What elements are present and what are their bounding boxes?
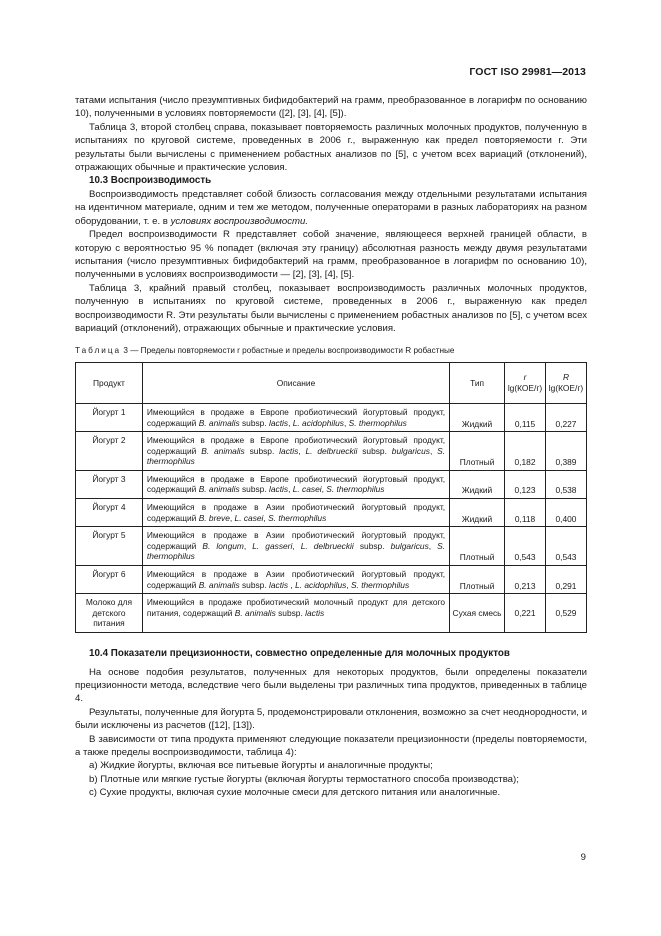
reproducibility-paragraph-1	[75, 188, 587, 228]
header-R-unit: lg(КОЕ/г)	[548, 382, 584, 393]
table-header-row	[76, 362, 587, 403]
cell-product: Молоко для детского питания	[76, 594, 143, 633]
reproducibility-paragraph-3: Таблица 3, крайний правый столбец, показывает воспроизводимость различных молочных продуктов, полученную в испытаниях по круговой системе, проведенных в 2006 г., выраженную как предел воспроизводимости R. Эти результаты были вычислены с применением робастных анализов по [5], с учетом всех вариаций (отклонений), отражающих обычные и практические условия.	[75, 282, 587, 335]
table-row	[76, 403, 587, 431]
cell-product: Йогурт 1	[76, 403, 143, 431]
list-item: а) Жидкие йогурты, включая все питьевые йогурты и аналогичные продукты;	[89, 760, 433, 772]
cell-product: Йогурт 3	[76, 470, 143, 498]
page-content	[75, 94, 587, 800]
table-row	[76, 499, 587, 527]
page-number: 9	[580, 852, 586, 863]
header-r-symbol: r	[523, 372, 527, 383]
cell-description: Имеющийся в продаже в Азии пробиотический йогуртовый продукт, содержащий B. breve, L. casei, S. thermophilus	[142, 499, 449, 527]
table-caption	[75, 344, 587, 357]
cell-r: 0,115	[505, 403, 546, 431]
cell-R: 0,227	[545, 403, 586, 431]
table-row	[76, 470, 587, 498]
cell-description: Имеющийся в продаже в Азии пробиотический йогуртовый продукт, содержащий B. longum, L. gasseri, L. delbrueckii subsp. bulgaricus, S. thermophilus	[142, 527, 449, 566]
list-item: c) Сухие продукты, включая сухие молочные смеси для детского питания или аналогичные.	[89, 787, 501, 799]
table-row	[76, 566, 587, 594]
cell-product: Йогурт 5	[76, 527, 143, 566]
reproducibility-emphasis: условиях воспроизводимости.	[170, 215, 308, 227]
reproducibility-paragraph-2: Предел воспроизводимости R представляет собой значение, являющееся верхней границей области, в которую с вероятностью 95 % попадет (включая эту границу) абсолютная разность между двумя результатами испытания (число презумптивных бифидобактерий на грамм, преобразованное в логарифм по основанию 10), полученными в условиях воспроизводимости — [2], [3], [4], [5].	[75, 229, 587, 281]
cell-r: 0,123	[505, 470, 546, 498]
cell-description: Имеющийся в продаже пробиотический молочный продукт для детского питания, содержащий B. animalis subsp. lactis	[142, 594, 449, 633]
table-row	[76, 432, 587, 471]
cell-product: Йогурт 4	[76, 499, 143, 527]
cell-type: Сухая смесь	[450, 594, 505, 633]
cell-product: Йогурт 2	[76, 432, 143, 471]
cell-R: 0,529	[545, 594, 586, 633]
reproducibility-text: Воспроизводимость представляет собой близость согласования между отдельными результатами испытания на идентичном материале, одним и тем же методом, полученные операторами в разных лабораториях на разном оборудовании, т. е. в	[75, 189, 587, 227]
cell-R: 0,389	[545, 432, 586, 471]
precision-paragraph-3: В зависимости от типа продукта применяют следующие показатели прецизионности (пределы повторяемости, а также пределы воспроизводимости, таблица 4):	[75, 733, 587, 759]
table-caption-text: 3 — Пределы повторяемости r робастные и пределы воспроизводимости R робастные	[123, 345, 455, 355]
intro-paragraph-1: татами испытания (число презумптивных бифидобактерий на грамм, преобразованное в логарифм по основанию 10), полученными в условиях повторяемости ([2], [3], [4], [5]).	[75, 95, 587, 120]
intro-paragraph-2: Таблица 3, второй столбец справа, показывает повторяемость различных молочных продуктов, полученную в испытаниях по круговой системе, проведенных в 2006 г., выраженную как предел повторяемости r. Эти результаты были вычислены с применением робастных анализов по [5], с учетом всех вариаций (отклонений), отражающих обычные и практические условия.	[75, 121, 587, 174]
cell-description: Имеющийся в продаже в Европе пробиотический йогуртовый продукт, содержащий B. animalis subsp. lactis, L. casei, S. thermophilus	[142, 470, 449, 498]
header-type: Тип	[450, 362, 505, 403]
cell-description: Имеющийся в продаже в Европе пробиотический йогуртовый продукт, содержащий B. animalis subsp. lactis, L. delbrueckii subsp. bulgaricus, S. thermophilus	[142, 432, 449, 471]
product-type-list	[75, 759, 587, 799]
cell-type: Плотный	[450, 527, 505, 566]
cell-type: Жидкий	[450, 499, 505, 527]
table-row	[76, 594, 587, 633]
section-heading-10-4: 10.4 Показатели прецизионности, совместно определенные для молочных продуктов	[89, 648, 510, 659]
cell-R: 0,291	[545, 566, 586, 594]
section-heading-10-3: 10.3 Воспроизводимость	[89, 175, 212, 187]
header-R-symbol: R	[562, 372, 570, 383]
cell-type: Жидкий	[450, 403, 505, 431]
header-reproducibility	[545, 362, 586, 403]
table-row	[76, 527, 587, 566]
header-product: Продукт	[76, 362, 143, 403]
precision-table	[75, 362, 587, 633]
cell-type: Плотный	[450, 432, 505, 471]
header-r-unit: lg(КОЕ/г)	[507, 382, 543, 393]
cell-r: 0,213	[505, 566, 546, 594]
header-description: Описание	[142, 362, 449, 403]
cell-product: Йогурт 6	[76, 566, 143, 594]
cell-r: 0,118	[505, 499, 546, 527]
cell-R: 0,538	[545, 470, 586, 498]
cell-R: 0,400	[545, 499, 586, 527]
header-repeatability	[505, 362, 546, 403]
document-id: ГОСТ ISO 29981—2013	[469, 66, 586, 78]
cell-r: 0,182	[505, 432, 546, 471]
cell-r: 0,543	[505, 527, 546, 566]
cell-description: Имеющийся в продаже в Азии пробиотический йогуртовый продукт, содержащий B. animalis subsp. lactis , L. acidophilus, S. thermophilus	[142, 566, 449, 594]
list-item: b) Плотные или мягкие густые йогурты (включая йогурты термостатного способа производства);	[89, 773, 519, 785]
precision-paragraph-1: На основе подобия результатов, полученных для некоторых продуктов, были определены показатели прецизионности метода, вследствие чего были выделены три различных типа продуктов, приведенных в таблице 4.	[75, 666, 587, 705]
cell-type: Плотный	[450, 566, 505, 594]
cell-r: 0,221	[505, 594, 546, 633]
cell-description: Имеющийся в продаже в Европе пробиотический йогуртовый продукт, содержащий B. animalis subsp. lactis, L. acidophilus, S. thermophilus	[142, 403, 449, 431]
table-caption-label: Таблица	[75, 345, 122, 355]
cell-R: 0,543	[545, 527, 586, 566]
precision-paragraph-2: Результаты, полученные для йогурта 5, продемонстрировали отклонения, возможно за счет неоднородности, и были исключены из расчетов ([12], [13]).	[75, 706, 587, 732]
cell-type: Жидкий	[450, 470, 505, 498]
